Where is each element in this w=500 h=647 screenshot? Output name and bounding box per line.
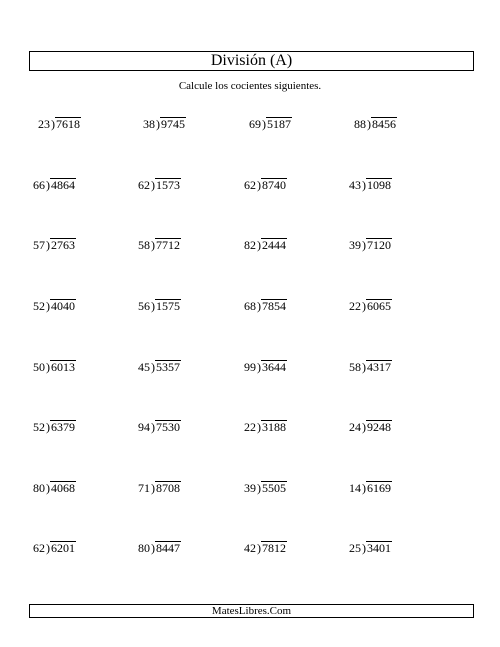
division-bracket: ) bbox=[151, 360, 155, 374]
dividend: 4317 bbox=[367, 360, 391, 374]
division-problem bbox=[349, 238, 392, 252]
division-bracket: ) bbox=[257, 299, 261, 313]
division-bracket: ) bbox=[257, 360, 261, 374]
division-bracket: ) bbox=[262, 117, 266, 131]
divisor: 24 bbox=[349, 420, 361, 434]
division-problem bbox=[244, 238, 287, 252]
divisor: 39 bbox=[349, 238, 361, 252]
division-bracket: ) bbox=[362, 178, 366, 192]
worksheet-title: División (A) bbox=[29, 51, 474, 71]
division-problem bbox=[354, 117, 397, 131]
division-bracket: ) bbox=[362, 299, 366, 313]
divisor: 43 bbox=[349, 178, 361, 192]
division-problem bbox=[349, 541, 392, 555]
division-bracket: ) bbox=[362, 360, 366, 374]
divisor: 80 bbox=[138, 541, 150, 555]
dividend: 8708 bbox=[156, 481, 180, 495]
division-problem bbox=[138, 238, 181, 252]
dividend: 9745 bbox=[161, 117, 185, 131]
divisor: 66 bbox=[33, 178, 45, 192]
division-problem bbox=[244, 420, 287, 434]
division-problem bbox=[138, 481, 181, 495]
dividend: 6065 bbox=[367, 299, 391, 313]
division-problem bbox=[38, 117, 81, 131]
dividend: 7120 bbox=[367, 238, 391, 252]
division-problem bbox=[33, 541, 76, 555]
divisor: 52 bbox=[33, 299, 45, 313]
division-bracket: ) bbox=[151, 420, 155, 434]
division-problem bbox=[138, 178, 181, 192]
divisor: 62 bbox=[138, 178, 150, 192]
division-problem bbox=[249, 117, 292, 131]
dividend: 4040 bbox=[51, 299, 75, 313]
dividend: 2763 bbox=[51, 238, 75, 252]
division-bracket: ) bbox=[46, 420, 50, 434]
divisor: 94 bbox=[138, 420, 150, 434]
division-bracket: ) bbox=[362, 238, 366, 252]
division-problem bbox=[33, 481, 76, 495]
division-problem bbox=[349, 178, 392, 192]
footer-site-name: MatesLibres.Com bbox=[29, 604, 474, 618]
divisor: 56 bbox=[138, 299, 150, 313]
divisor: 50 bbox=[33, 360, 45, 374]
divisor: 58 bbox=[349, 360, 361, 374]
dividend: 5187 bbox=[267, 117, 291, 131]
division-bracket: ) bbox=[362, 420, 366, 434]
division-problem bbox=[244, 541, 287, 555]
division-bracket: ) bbox=[151, 481, 155, 495]
division-bracket: ) bbox=[367, 117, 371, 131]
divisor: 22 bbox=[244, 420, 256, 434]
dividend: 6169 bbox=[367, 481, 391, 495]
dividend: 2444 bbox=[262, 238, 286, 252]
division-problem bbox=[349, 360, 392, 374]
dividend: 3644 bbox=[262, 360, 286, 374]
division-problem bbox=[33, 238, 76, 252]
dividend: 6379 bbox=[51, 420, 75, 434]
division-bracket: ) bbox=[46, 238, 50, 252]
divisor: 62 bbox=[33, 541, 45, 555]
division-problem bbox=[244, 299, 287, 313]
instructions-text: Calcule los cocientes siguientes. bbox=[178, 80, 322, 92]
division-problem bbox=[143, 117, 186, 131]
divisor: 25 bbox=[349, 541, 361, 555]
division-bracket: ) bbox=[257, 420, 261, 434]
divisor: 80 bbox=[33, 481, 45, 495]
division-bracket: ) bbox=[362, 481, 366, 495]
divisor: 39 bbox=[244, 481, 256, 495]
division-problem bbox=[349, 481, 392, 495]
divisor: 99 bbox=[244, 360, 256, 374]
dividend: 8456 bbox=[372, 117, 396, 131]
divisor: 22 bbox=[349, 299, 361, 313]
divisor: 23 bbox=[38, 117, 50, 131]
division-bracket: ) bbox=[257, 178, 261, 192]
divisor: 71 bbox=[138, 481, 150, 495]
dividend: 5357 bbox=[156, 360, 180, 374]
division-problem bbox=[33, 299, 76, 313]
dividend: 6013 bbox=[51, 360, 75, 374]
division-bracket: ) bbox=[156, 117, 160, 131]
divisor: 82 bbox=[244, 238, 256, 252]
division-bracket: ) bbox=[151, 541, 155, 555]
division-problem bbox=[138, 541, 181, 555]
division-bracket: ) bbox=[257, 481, 261, 495]
dividend: 1098 bbox=[367, 178, 391, 192]
division-problem bbox=[244, 178, 287, 192]
division-problem bbox=[349, 299, 392, 313]
division-bracket: ) bbox=[151, 299, 155, 313]
dividend: 5505 bbox=[262, 481, 286, 495]
dividend: 3188 bbox=[262, 420, 286, 434]
division-bracket: ) bbox=[51, 117, 55, 131]
divisor: 38 bbox=[143, 117, 155, 131]
divisor: 57 bbox=[33, 238, 45, 252]
division-problem bbox=[33, 420, 76, 434]
division-problem bbox=[138, 360, 181, 374]
dividend: 7530 bbox=[156, 420, 180, 434]
division-problem bbox=[349, 420, 392, 434]
divisor: 52 bbox=[33, 420, 45, 434]
dividend: 1575 bbox=[156, 299, 180, 313]
division-bracket: ) bbox=[151, 178, 155, 192]
division-bracket: ) bbox=[257, 541, 261, 555]
dividend: 6201 bbox=[51, 541, 75, 555]
division-problem bbox=[244, 360, 287, 374]
divisor: 62 bbox=[244, 178, 256, 192]
divisor: 45 bbox=[138, 360, 150, 374]
division-bracket: ) bbox=[46, 360, 50, 374]
divisor: 69 bbox=[249, 117, 261, 131]
divisor: 68 bbox=[244, 299, 256, 313]
division-bracket: ) bbox=[151, 238, 155, 252]
division-bracket: ) bbox=[46, 178, 50, 192]
dividend: 7712 bbox=[156, 238, 180, 252]
division-problem bbox=[138, 299, 181, 313]
division-bracket: ) bbox=[46, 481, 50, 495]
dividend: 8740 bbox=[262, 178, 286, 192]
division-bracket: ) bbox=[46, 299, 50, 313]
dividend: 9248 bbox=[367, 420, 391, 434]
dividend: 8447 bbox=[156, 541, 180, 555]
division-problem bbox=[244, 481, 287, 495]
division-problem bbox=[33, 360, 76, 374]
division-bracket: ) bbox=[362, 541, 366, 555]
dividend: 7812 bbox=[262, 541, 286, 555]
divisor: 14 bbox=[349, 481, 361, 495]
divisor: 42 bbox=[244, 541, 256, 555]
division-bracket: ) bbox=[257, 238, 261, 252]
division-problem bbox=[33, 178, 76, 192]
dividend: 3401 bbox=[367, 541, 391, 555]
dividend: 4864 bbox=[51, 178, 75, 192]
dividend: 7618 bbox=[56, 117, 80, 131]
division-problem bbox=[138, 420, 181, 434]
divisor: 58 bbox=[138, 238, 150, 252]
divisor: 88 bbox=[354, 117, 366, 131]
division-bracket: ) bbox=[46, 541, 50, 555]
dividend: 4068 bbox=[51, 481, 75, 495]
dividend: 7854 bbox=[262, 299, 286, 313]
dividend: 1573 bbox=[156, 178, 180, 192]
